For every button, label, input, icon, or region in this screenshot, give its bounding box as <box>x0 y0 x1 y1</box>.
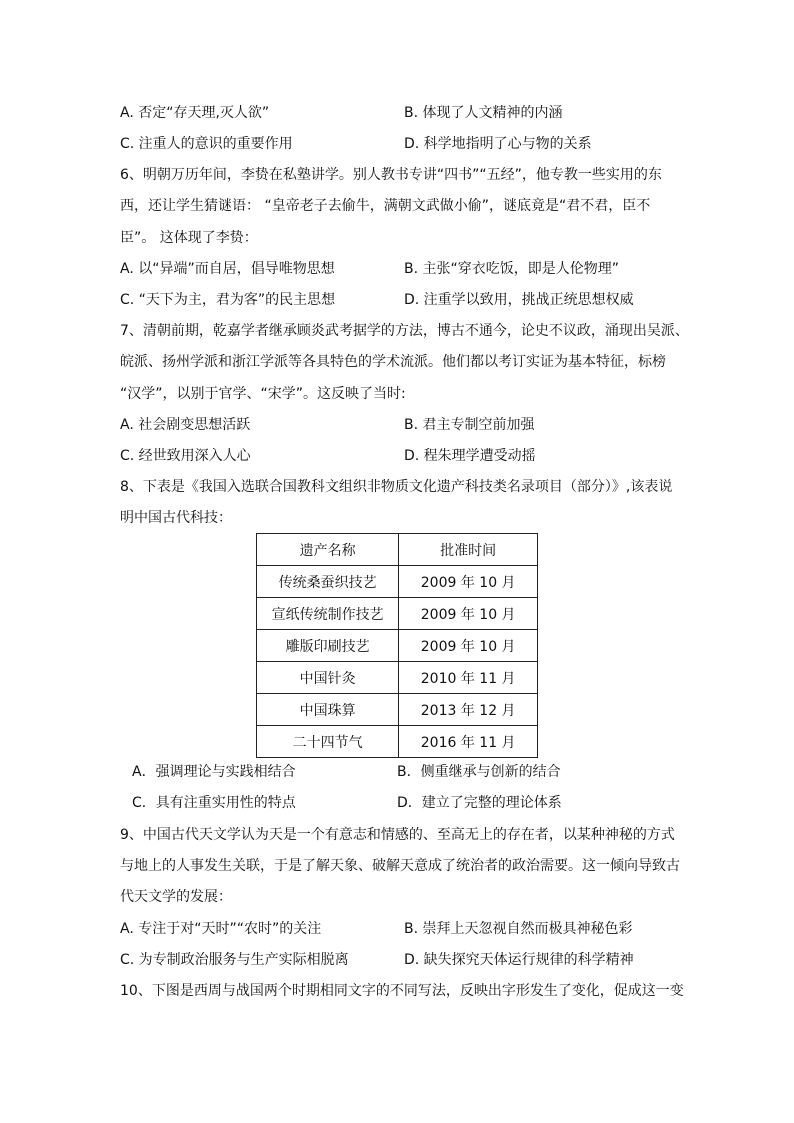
q6-option-d[interactable]: D. 注重学以致用，挑战正统思想权威 <box>404 292 634 308</box>
table-cell-name: 中国珠算 <box>257 694 399 726</box>
table-cell-name: 中国针灸 <box>257 662 399 694</box>
q9-option-d[interactable]: D. 缺失探究天体运行规律的科学精神 <box>404 952 634 968</box>
table-row <box>257 694 538 726</box>
table-row <box>257 566 538 598</box>
table-cell-name: 二十四节气 <box>257 726 399 758</box>
table-header-row <box>257 534 538 566</box>
table-row <box>257 662 538 694</box>
table-cell-date: 2013 年 12 月 <box>399 694 538 726</box>
q5-option-c[interactable]: C. 注重人的意识的重要作用 <box>120 136 293 152</box>
table-cell-date: 2009 年 10 月 <box>399 630 538 662</box>
q9-option-a[interactable]: A. 专注于对“天时”“农时”的关注 <box>120 921 322 937</box>
q6-stem-line-2: 西，还让学生猜谜语： “皇帝老子去偷牛，满朝文武做小偷”，谜底竟是“君不君，臣不 <box>120 198 651 214</box>
table-cell-date: 2009 年 10 月 <box>399 598 538 630</box>
q9-stem-line-1: 9、中国古代天文学认为天是一个有意志和情感的、至高无上的存在者，以某种神秘的方式 <box>120 827 675 843</box>
table-cell-date: 2009 年 10 月 <box>399 566 538 598</box>
q8-stem-line-2: 明中国古代科技： <box>120 510 232 526</box>
q6-stem-line-3: 臣”。 这体现了李贽： <box>120 230 258 246</box>
table-header-date: 批准时间 <box>399 534 538 566</box>
q5-option-b[interactable]: B. 体现了人文精神的内涵 <box>404 105 563 121</box>
table-row <box>257 726 538 758</box>
heritage-table <box>256 533 538 758</box>
q8-option-d[interactable]: D．建立了完整的理论体系 <box>397 795 562 811</box>
q6-stem-line-1: 6、明朝万历年间，李贽在私塾讲学。别人教书专讲“四书”“五经”，他专教一些实用的东 <box>120 167 662 183</box>
q7-stem-line-2: 皖派、扬州学派和浙江学派等各具特色的学术流派。他们都以考订实证为基本特征，标榜 <box>120 354 666 370</box>
q7-option-c[interactable]: C. 经世致用深入人心 <box>120 448 251 464</box>
table-header-name: 遗产名称 <box>257 534 399 566</box>
q7-stem-line-3: “汉学”，以别于官学、“宋学”。这反映了当时: <box>120 386 406 402</box>
q7-option-a[interactable]: A. 社会剧变思想活跃 <box>120 417 251 433</box>
q5-option-d[interactable]: D. 科学地指明了心与物的关系 <box>404 136 592 152</box>
table-row <box>257 598 538 630</box>
q8-option-b[interactable]: B．侧重继承与创新的结合 <box>397 764 561 780</box>
q7-option-d[interactable]: D. 程朱理学遭受动摇 <box>404 448 536 464</box>
q9-stem-line-3: 代天文学的发展： <box>120 889 232 905</box>
q6-option-b[interactable]: B. 主张“穿衣吃饭，即是人伦物理” <box>404 261 620 277</box>
table-cell-date: 2010 年 11 月 <box>399 662 538 694</box>
q6-option-c[interactable]: C. “天下为主，君为客”的民主思想 <box>120 292 336 308</box>
q5-option-a[interactable]: A. 否定“存天理,灭人欲” <box>120 105 270 121</box>
q8-option-a[interactable]: A．强调理论与实践相结合 <box>132 764 296 780</box>
q10-stem-line-1: 10、下图是西周与战国两个时期相同文字的不同写法，反映出字形发生了变化，促成这一变 <box>120 983 684 999</box>
table-row <box>257 630 538 662</box>
table-cell-name: 雕版印刷技艺 <box>257 630 399 662</box>
table-cell-name: 宣纸传统制作技艺 <box>257 598 399 630</box>
table-cell-name: 传统桑蚕织技艺 <box>257 566 399 598</box>
q6-option-a[interactable]: A. 以“异端”而自居，倡导唯物思想 <box>120 261 335 277</box>
q9-option-b[interactable]: B. 崇拜上天忽视自然而极具神秘色彩 <box>404 921 633 937</box>
q8-option-c[interactable]: C．具有注重实用性的特点 <box>132 795 296 811</box>
table-cell-date: 2016 年 11 月 <box>399 726 538 758</box>
q7-stem-line-1: 7、清朝前期，乾嘉学者继承顾炎武考据学的方法，博古不通今，论史不议政，涌现出吴派、 <box>120 323 689 339</box>
q9-option-c[interactable]: C. 为专制政治服务与生产实际相脱离 <box>120 952 349 968</box>
q7-option-b[interactable]: B. 君主专制空前加强 <box>404 417 535 433</box>
q9-stem-line-2: 与地上的人事发生关联，于是了解天象、破解天意成了统治者的政治需要。这一倾向导致古 <box>120 858 680 874</box>
q8-stem-line-1: 8、下表是《我国入选联合国教科文组织非物质文化遗产科技类名录项目（部分）》,该表说 <box>120 479 673 495</box>
